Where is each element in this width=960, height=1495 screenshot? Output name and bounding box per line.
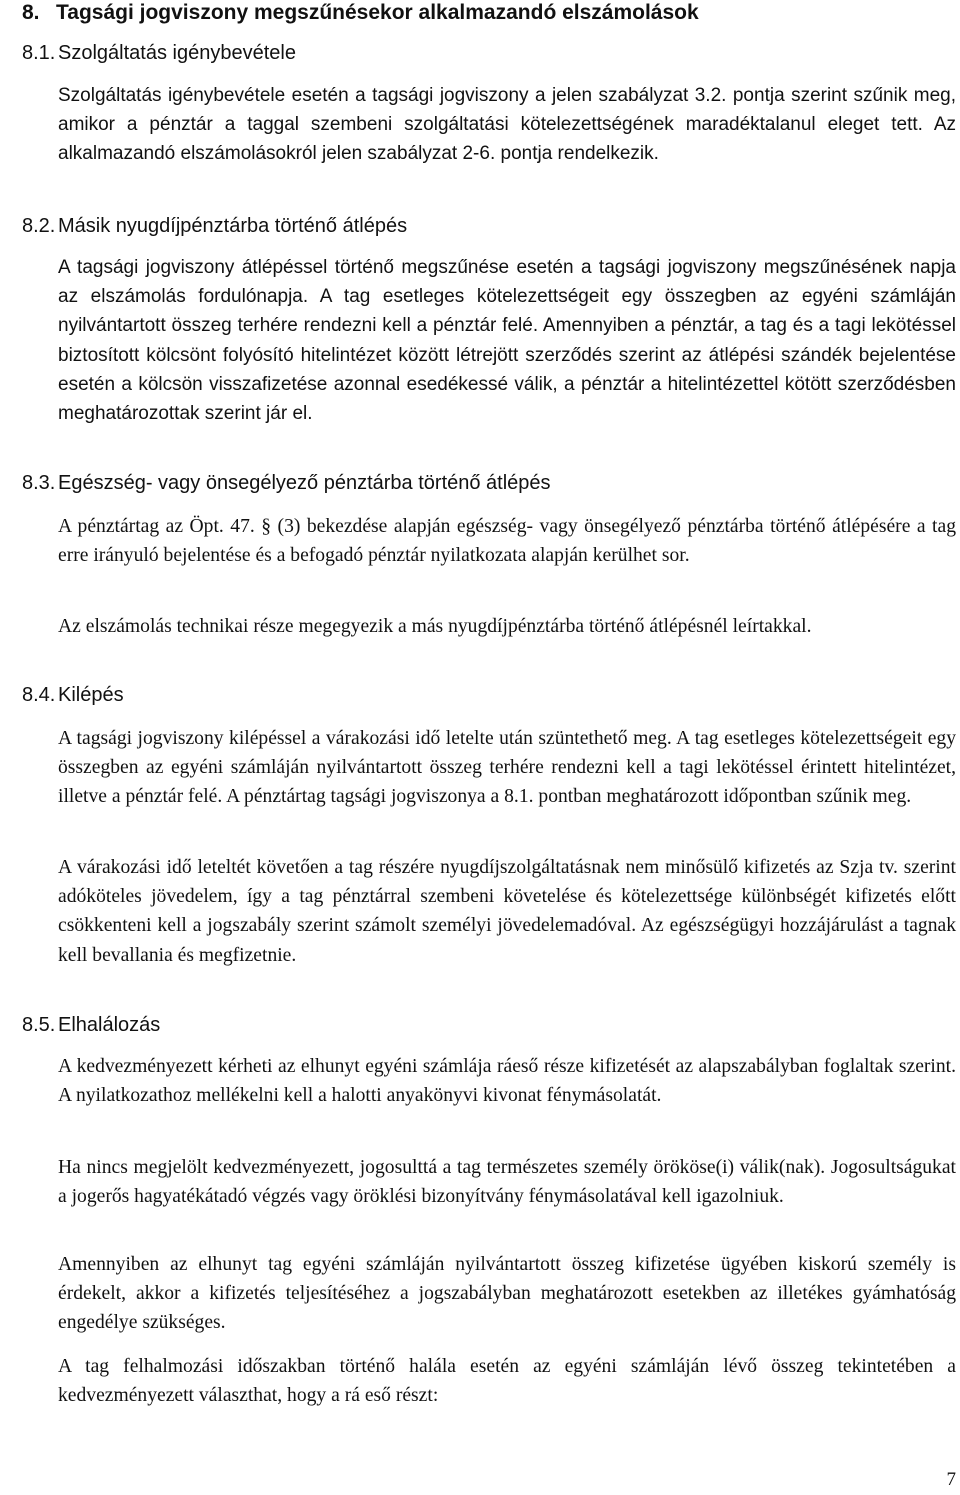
section-8-5-paragraph-4: A tag felhalmozási időszakban történő halála esetén az egyéni számláján lévő összeg tekintetében a kedvezményezett választhat, hogy a rá eső részt: [58, 1356, 956, 1407]
section-8-4-paragraph-2: A várakozási idő leteltét követően a tag részére nyugdíjszolgáltatásnak nem minősülő kifizetés az Szja tv. szerint adóköteles jövedelem, így a tag pénztárral szembeni követelése és kötelezettsége különbségét kifizetés előtt csökkenteni kell a jogszabály szerint számolt személyi jövedelemadóval. Az egészségügyi hozzájárulást a tagnak kell bevallania és megfizetnie. [58, 857, 956, 966]
chapter-number: 8. [22, 1, 40, 24]
section-number: 8.5. [22, 1014, 56, 1036]
chapter-heading [22, 0, 699, 27]
section-number: 8.1. [22, 42, 56, 64]
section-8-3-paragraph-1: A pénztártag az Öpt. 47. § (3) bekezdése alapján egészség- vagy önsegélyező pénztárba történő átlépésére a tag erre irányuló bejelentése és a befogadó pénztár nyilatkozata alapján kerülhet sor. [58, 516, 956, 567]
section-heading-8-1 [22, 39, 296, 67]
section-title: Egészség- vagy önsegélyező pénztárba történő átlépés [58, 472, 551, 494]
section-8-5-paragraph-2: Ha nincs megjelölt kedvezményezett, jogosulttá a tag természetes személy örököse(i) válik(nak). Jogosultságukat a jogerős hagyatékátadó végzés vagy öröklési bizonyítvány fénymásolatával kell igazolniuk. [58, 1157, 956, 1208]
section-heading-8-4 [22, 681, 124, 709]
section-heading-8-2 [22, 212, 407, 240]
section-title: Szolgáltatás igénybevétele [58, 42, 296, 64]
section-8-2-paragraph-1: A tagsági jogviszony átlépéssel történő megszűnése esetén a tagsági jogviszony megszűnésének napja az elszámolás fordulónapja. A tag esetleges kötelezettségeit egy összegben az egyéni számláján nyilvántartott összeg terhére rendezni kell a pénztár felé. Amennyiben a pénztár, a tag és a tagi lekötéssel biztosított kölcsönt folyósító hitelintézet között létrejött szerződés szerint az átlépési szándék bejelentése esetén a kölcsön visszafizetése azonnal esedékessé válik, a pénztár a hitelintézettel kötött szerződésben meghatározottak szerint jár el. [58, 257, 956, 425]
section-title: Elhalálozás [58, 1014, 161, 1036]
section-number: 8.3. [22, 472, 56, 494]
section-8-5-paragraph-3: Amennyiben az elhunyt tag egyéni számláján nyilvántartott összeg kifizetése ügyében kiskorú személy is érdekelt, akkor a kifizetés teljesítéséhez a jogszabályban meghatározott esetekben az illetékes gyámhatóság engedélye szükséges. [58, 1254, 956, 1334]
section-title: Kilépés [58, 684, 124, 706]
section-number: 8.4. [22, 684, 56, 706]
section-heading-8-5 [22, 1011, 160, 1039]
chapter-title: Tagsági jogviszony megszűnésekor alkalmazandó elszámolások [56, 1, 699, 24]
section-8-4-paragraph-1: A tagsági jogviszony kilépéssel a várakozási idő letelte után szüntethető meg. A tag esetleges kötelezettségeit egy összegben az egyéni számláján nyilvántartott összeg terhére rendezni kell a tagi lekötéssel érintett hitelintézet, illetve a pénztár felé. A pénztártag tagsági jogviszonya a 8.1. pontban meghatározott időpontban szűnik meg. [58, 728, 956, 808]
section-8-1-paragraph-1: Szolgáltatás igénybevétele esetén a tagsági jogviszony a jelen szabályzat 3.2. pontja szerint szűnik meg, amikor a pénztár a taggal szembeni szolgáltatási kötelezettségének maradéktalanul eleget tett. Az alkalmazandó elszámolásokról jelen szabályzat 2-6. pontja rendelkezik. [58, 85, 956, 165]
section-8-3-paragraph-2: Az elszámolás technikai része megegyezik a más nyugdíjpénztárba történő átlépésnél leírtakkal. [58, 616, 812, 637]
section-heading-8-3 [22, 469, 551, 497]
section-8-5-paragraph-1: A kedvezményezett kérheti az elhunyt egyéni számlája ráeső része kifizetését az alapszabályban foglaltak szerint. A nyilatkozathoz mellékelni kell a halotti anyakönyvi kivonat fénymásolatát. [58, 1056, 956, 1107]
page-number: 7 [946, 1469, 956, 1490]
section-title: Másik nyugdíjpénztárba történő átlépés [58, 215, 408, 237]
section-number: 8.2. [22, 215, 56, 237]
